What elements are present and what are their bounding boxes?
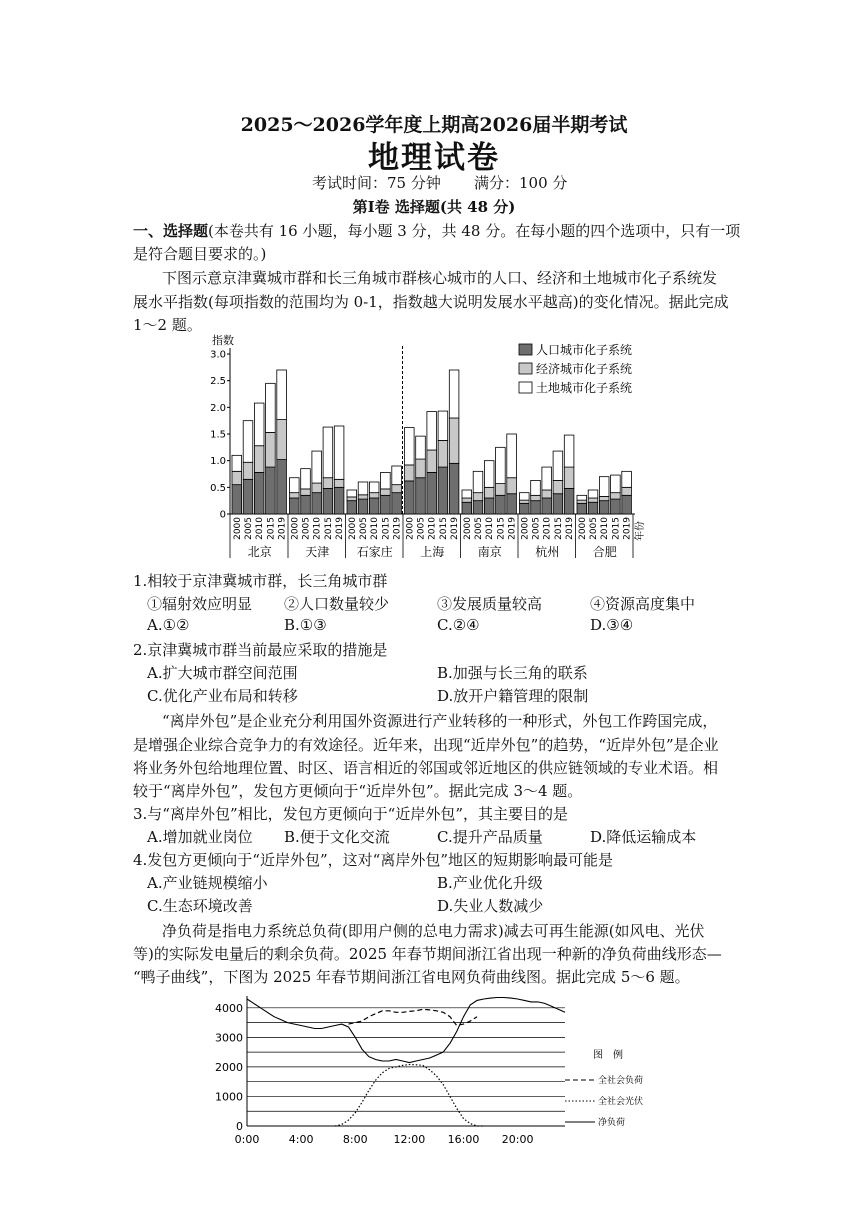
passage1-line2: 展水平指数(每项指数的范围均为 0-1，指数越大说明发展水平越高)的变化情况。据此完成 <box>133 293 729 311</box>
x-tick-label-year: 2000 <box>462 517 473 540</box>
bar-segment <box>323 488 333 514</box>
bar-segment <box>405 465 415 481</box>
bar-segment <box>520 500 530 503</box>
bar-segment <box>462 498 472 502</box>
x-tick-label-year: 2019 <box>450 517 461 540</box>
q4-option-a: A.产业链规模缩小 <box>147 874 268 892</box>
section-heading-line <box>133 220 740 241</box>
bar-segment <box>611 475 621 493</box>
bar-segment <box>277 460 287 514</box>
bar-segment <box>438 467 448 514</box>
bar-segment <box>520 503 530 514</box>
bar-segment <box>577 503 587 514</box>
city-label: 石家庄 <box>356 545 393 559</box>
x-tick-label: 0:00 <box>234 1133 260 1146</box>
x-axis-label: 年份 <box>635 521 646 541</box>
q1-item-1: ①辐射效应明显 <box>147 595 253 613</box>
bar-segment <box>334 479 344 487</box>
y-tick-label: 0 <box>236 1120 243 1133</box>
exam-title: 2025～2026学年度上期高2026届半期考试 <box>240 114 628 136</box>
bar-segment <box>473 493 483 501</box>
x-tick-label-year: 2015 <box>381 517 392 540</box>
bar-segment <box>381 489 391 495</box>
x-tick-label-year: 2010 <box>370 517 381 540</box>
bar-segment <box>577 495 587 500</box>
bar-segment <box>358 495 368 499</box>
legend-swatch <box>519 344 532 355</box>
bar-segment <box>381 495 391 514</box>
bar-segment <box>564 467 574 488</box>
legend-label: 土地城市化子系统 <box>536 381 633 395</box>
x-tick-label: 8:00 <box>342 1133 368 1146</box>
q2-option-d: D.放开户籍管理的限制 <box>437 687 589 705</box>
x-tick-label: 4:00 <box>288 1133 314 1146</box>
legend-label: 全社会光伏 <box>598 1097 644 1107</box>
bar-segment <box>531 501 541 514</box>
x-tick-label-year: 2005 <box>301 517 312 540</box>
x-tick-label: 20:00 <box>501 1133 534 1146</box>
bar-segment <box>507 478 517 494</box>
bar-segment <box>577 500 587 503</box>
y-tick-label: 3.0 <box>210 349 226 361</box>
bar-segment <box>496 484 506 496</box>
x-tick-label-year: 2010 <box>542 517 553 540</box>
q3-option-d: D.降低运输成本 <box>590 828 697 846</box>
y-tick-label: 2.0 <box>210 402 226 414</box>
y-tick-label: 0 <box>219 509 226 521</box>
bar-segment <box>588 490 598 498</box>
part-title: 第Ⅰ卷 选择题(共 48 分) <box>352 198 516 216</box>
x-tick-label-year: 2015 <box>611 517 622 540</box>
bar-segment <box>416 436 426 459</box>
x-tick-label-year: 2019 <box>392 517 403 540</box>
x-tick-label-year: 2019 <box>565 517 576 540</box>
passage3-line3: “鸭子曲线”，下图为 2025 年春节期间浙江省电网负荷曲线图。据此完成 5～6 题。 <box>133 968 690 986</box>
city-label: 北京 <box>247 545 272 559</box>
bar-segment <box>290 498 300 514</box>
x-tick-label-year: 2010 <box>600 517 611 540</box>
bar-segment <box>334 426 344 479</box>
bar-segment <box>323 478 333 489</box>
bar-segment <box>323 427 333 478</box>
q1-item-4: ④资源高度集中 <box>590 595 696 613</box>
bar-segment <box>473 501 483 514</box>
bar-segment <box>507 434 517 478</box>
y-tick-label: 1.0 <box>210 456 226 468</box>
x-tick-label-year: 2019 <box>335 517 346 540</box>
y-axis-label: 指数 <box>212 334 234 347</box>
x-tick-label-year: 2005 <box>531 517 542 540</box>
bar-segment <box>622 495 632 514</box>
bar-segment <box>254 446 264 473</box>
bar-segment <box>564 435 574 467</box>
bar-segment <box>277 370 287 420</box>
q1-item-2: ②人口数量较少 <box>284 595 390 613</box>
bar-segment <box>277 420 287 460</box>
bar-segment <box>392 493 402 514</box>
bar-segment <box>507 494 517 514</box>
bar-segment <box>392 485 402 493</box>
bar-segment <box>369 482 379 493</box>
legend-swatch <box>519 382 532 393</box>
bar-segment <box>358 482 368 495</box>
x-tick-label-year: 2015 <box>438 517 449 540</box>
bar-segment <box>334 487 344 514</box>
urbanization-bar-chart <box>190 330 670 562</box>
bar-segment <box>347 497 357 501</box>
bar-segment <box>542 498 552 514</box>
full-score: 满分：100 分 <box>474 174 568 192</box>
bar-segment <box>438 440 448 467</box>
series-line <box>247 998 565 1063</box>
q1-option-b: B.①③ <box>284 616 327 634</box>
bar-segment <box>405 428 415 465</box>
passage2-line2: 是增强企业综合竞争力的有效途径。近年来，出现“近岸外包”的趋势，“近岸外包”是企业 <box>133 736 719 754</box>
x-tick-label-year: 2010 <box>255 517 266 540</box>
bar-segment <box>496 495 506 514</box>
bar-segment <box>531 495 541 500</box>
bar-segment <box>381 472 391 489</box>
x-tick-label-year: 2019 <box>622 517 633 540</box>
bar-segment <box>611 499 621 514</box>
x-tick-label-year: 2000 <box>577 517 588 540</box>
bar-segment <box>369 493 379 498</box>
bar-segment <box>254 403 264 446</box>
bar-segment <box>232 471 242 484</box>
passage1-line1: 下图示意京津冀城市群和长三角城市群核心城市的人口、经济和土地城市化子系统发 <box>162 269 718 287</box>
passage2-line3: 将业务外包给地理位置、时区、语言相近的邻国或邻近地区的供应链领域的专业术语。相 <box>133 759 719 777</box>
city-label: 南京 <box>477 545 502 559</box>
bar-segment <box>266 467 276 514</box>
bar-segment <box>232 485 242 514</box>
bar-segment <box>462 490 472 498</box>
bar-segment <box>290 493 300 498</box>
x-tick-label: 12:00 <box>393 1133 426 1146</box>
y-tick-label: 3000 <box>215 1031 243 1045</box>
legend-label: 净负荷 <box>598 1118 626 1128</box>
passage2-line1: “离岸外包”是企业充分利用国外资源进行产业转移的一种形式，外包工作跨国完成， <box>162 712 718 730</box>
bar-segment <box>449 370 459 418</box>
bar-segment <box>312 451 322 483</box>
x-tick-label-year: 2015 <box>553 517 564 540</box>
x-tick-label-year: 2019 <box>507 517 518 540</box>
x-tick-label-year: 2005 <box>589 517 599 540</box>
bar-segment <box>427 472 437 514</box>
bar-segment <box>266 383 276 432</box>
x-tick-label-year: 2005 <box>359 517 369 540</box>
bar-segment <box>599 477 609 497</box>
x-tick-label-year: 2005 <box>474 517 484 540</box>
bar-segment <box>290 478 300 493</box>
y-tick-label: 2000 <box>215 1060 243 1074</box>
x-tick-label-year: 2000 <box>520 517 531 540</box>
bar-segment <box>427 450 437 472</box>
q2-option-b: B.加强与长三角的联系 <box>437 664 588 682</box>
exam-time: 考试时间：75 分钟 <box>312 174 441 192</box>
x-tick-label-year: 2015 <box>496 517 507 540</box>
legend-label: 全社会负荷 <box>598 1076 644 1086</box>
bar-segment <box>531 480 541 495</box>
q4-option-c: C.生态环境改善 <box>147 897 253 915</box>
bar-segment <box>301 469 311 489</box>
bar-segment <box>392 466 402 485</box>
bar-segment <box>243 462 253 479</box>
legend-title: 图 例 <box>593 1050 623 1061</box>
x-tick-label-year: 2019 <box>277 517 288 540</box>
bar-segment <box>427 412 437 450</box>
subject-title: 地理试卷 <box>368 140 500 176</box>
bar-segment <box>484 498 494 514</box>
bar-segment <box>312 493 322 514</box>
legend-label: 经济城市化子系统 <box>536 362 633 376</box>
bar-segment <box>416 459 426 478</box>
city-label: 合肥 <box>592 545 617 559</box>
x-tick-label-year: 2000 <box>290 517 301 540</box>
y-tick-label: 1.5 <box>210 429 226 441</box>
bar-segment <box>611 493 621 499</box>
passage1-line3: 1～2 题。 <box>133 316 202 334</box>
x-tick-label-year: 2005 <box>244 517 254 540</box>
bar-segment <box>301 489 311 495</box>
bar-segment <box>416 478 426 514</box>
bar-segment <box>254 472 264 514</box>
bar-segment <box>449 463 459 514</box>
passage2-line4: 较于“离岸外包”，发包方更倾向于“近岸外包”。据此完成 3～4 题。 <box>133 782 583 800</box>
section-heading: 一、选择题 <box>133 222 209 240</box>
q4-option-b: B.产业优化升级 <box>437 874 543 892</box>
x-tick-label-year: 2010 <box>312 517 323 540</box>
city-label: 上海 <box>420 545 445 559</box>
x-tick-label-year: 2010 <box>427 517 438 540</box>
bar-segment <box>553 494 563 514</box>
q1-option-d: D.③④ <box>590 616 634 634</box>
q3-option-a: A.增加就业岗位 <box>147 828 253 846</box>
bar-segment <box>243 421 253 463</box>
q1-item-3: ③发展质量较高 <box>437 595 543 613</box>
city-label: 杭州 <box>535 545 560 559</box>
y-tick-label: 2.5 <box>210 376 226 388</box>
q2-option-c: C.优化产业布局和转移 <box>147 687 298 705</box>
city-label: 天津 <box>305 545 330 559</box>
x-tick-label-year: 2005 <box>416 517 427 540</box>
x-tick-label-year: 2015 <box>323 517 334 540</box>
x-tick-label-year: 2000 <box>405 517 416 540</box>
bar-segment <box>405 481 415 514</box>
bar-segment <box>622 471 632 487</box>
bar-segment <box>438 411 448 440</box>
q3-option-c: C.提升产品质量 <box>437 828 543 846</box>
bar-segment <box>542 490 552 498</box>
bar-segment <box>553 451 563 480</box>
bar-segment <box>358 499 368 514</box>
x-tick-label-year: 2015 <box>266 517 277 540</box>
bar-segment <box>232 455 242 471</box>
bar-segment <box>553 480 563 493</box>
legend-label: 人口城市化子系统 <box>536 343 633 357</box>
q3-option-b: B.便于文化交流 <box>284 828 390 846</box>
y-tick-label: 4000 <box>215 1001 243 1015</box>
bar-segment <box>599 501 609 514</box>
series-line <box>349 1009 478 1025</box>
bar-segment <box>266 432 276 467</box>
section-desc-1: (本卷共有 16 小题，每小题 3 分，共 48 分。在每小题的四个选项中，只有一项 <box>208 222 741 240</box>
bar-segment <box>312 483 322 493</box>
legend-swatch <box>519 363 532 374</box>
y-tick-label: 1000 <box>215 1090 243 1104</box>
bar-segment <box>449 418 459 463</box>
bar-segment <box>347 501 357 514</box>
x-tick-label-year: 2000 <box>232 517 243 540</box>
q3-stem: 3.与“离岸外包”相比，发包方更倾向于“近岸外包”，其主要目的是 <box>133 805 568 823</box>
series-line <box>335 1065 484 1127</box>
bar-segment <box>542 467 552 490</box>
passage3-line2: 等)的实际发电量后的剩余负荷。2025 年春节期间浙江省出现一种新的净负荷曲线形态— <box>133 945 722 963</box>
bar-segment <box>588 498 598 502</box>
q4-option-d: D.失业人数减少 <box>437 897 544 915</box>
section-desc-2: 是符合题目要求的。) <box>133 245 267 263</box>
x-tick-label: 16:00 <box>447 1133 480 1146</box>
x-tick-label-year: 2010 <box>485 517 496 540</box>
bar-segment <box>462 502 472 514</box>
bar-segment <box>484 461 494 488</box>
y-tick-label: 0.5 <box>210 482 226 494</box>
bar-segment <box>564 488 574 514</box>
bar-segment <box>520 493 530 500</box>
passage3-line1: 净负荷是指电力系统总负荷(即用户侧的总电力需求)减去可再生能源(如风电、光伏 <box>162 922 705 940</box>
x-tick-label-year: 2000 <box>347 517 358 540</box>
q1-option-c: C.②④ <box>437 616 480 634</box>
q2-stem: 2.京津冀城市群当前最应采取的措施是 <box>133 641 388 659</box>
bar-segment <box>347 490 357 497</box>
bar-segment <box>369 498 379 514</box>
bar-segment <box>588 502 598 514</box>
bar-segment <box>473 471 483 492</box>
q1-option-a: A.①② <box>147 616 190 634</box>
bar-segment <box>599 496 609 500</box>
bar-segment <box>243 479 253 514</box>
bar-segment <box>622 487 632 495</box>
bar-segment <box>484 487 494 498</box>
bar-segment <box>496 447 506 483</box>
q2-option-a: A.扩大城市群空间范围 <box>147 664 298 682</box>
q4-stem: 4.发包方更倾向于“近岸外包”，这对“离岸外包”地区的短期影响最可能是 <box>133 851 613 869</box>
q1-stem: 1.相较于京津冀城市群，长三角城市群 <box>133 572 388 590</box>
power-load-line-chart <box>210 990 680 1150</box>
bar-segment <box>301 495 311 514</box>
